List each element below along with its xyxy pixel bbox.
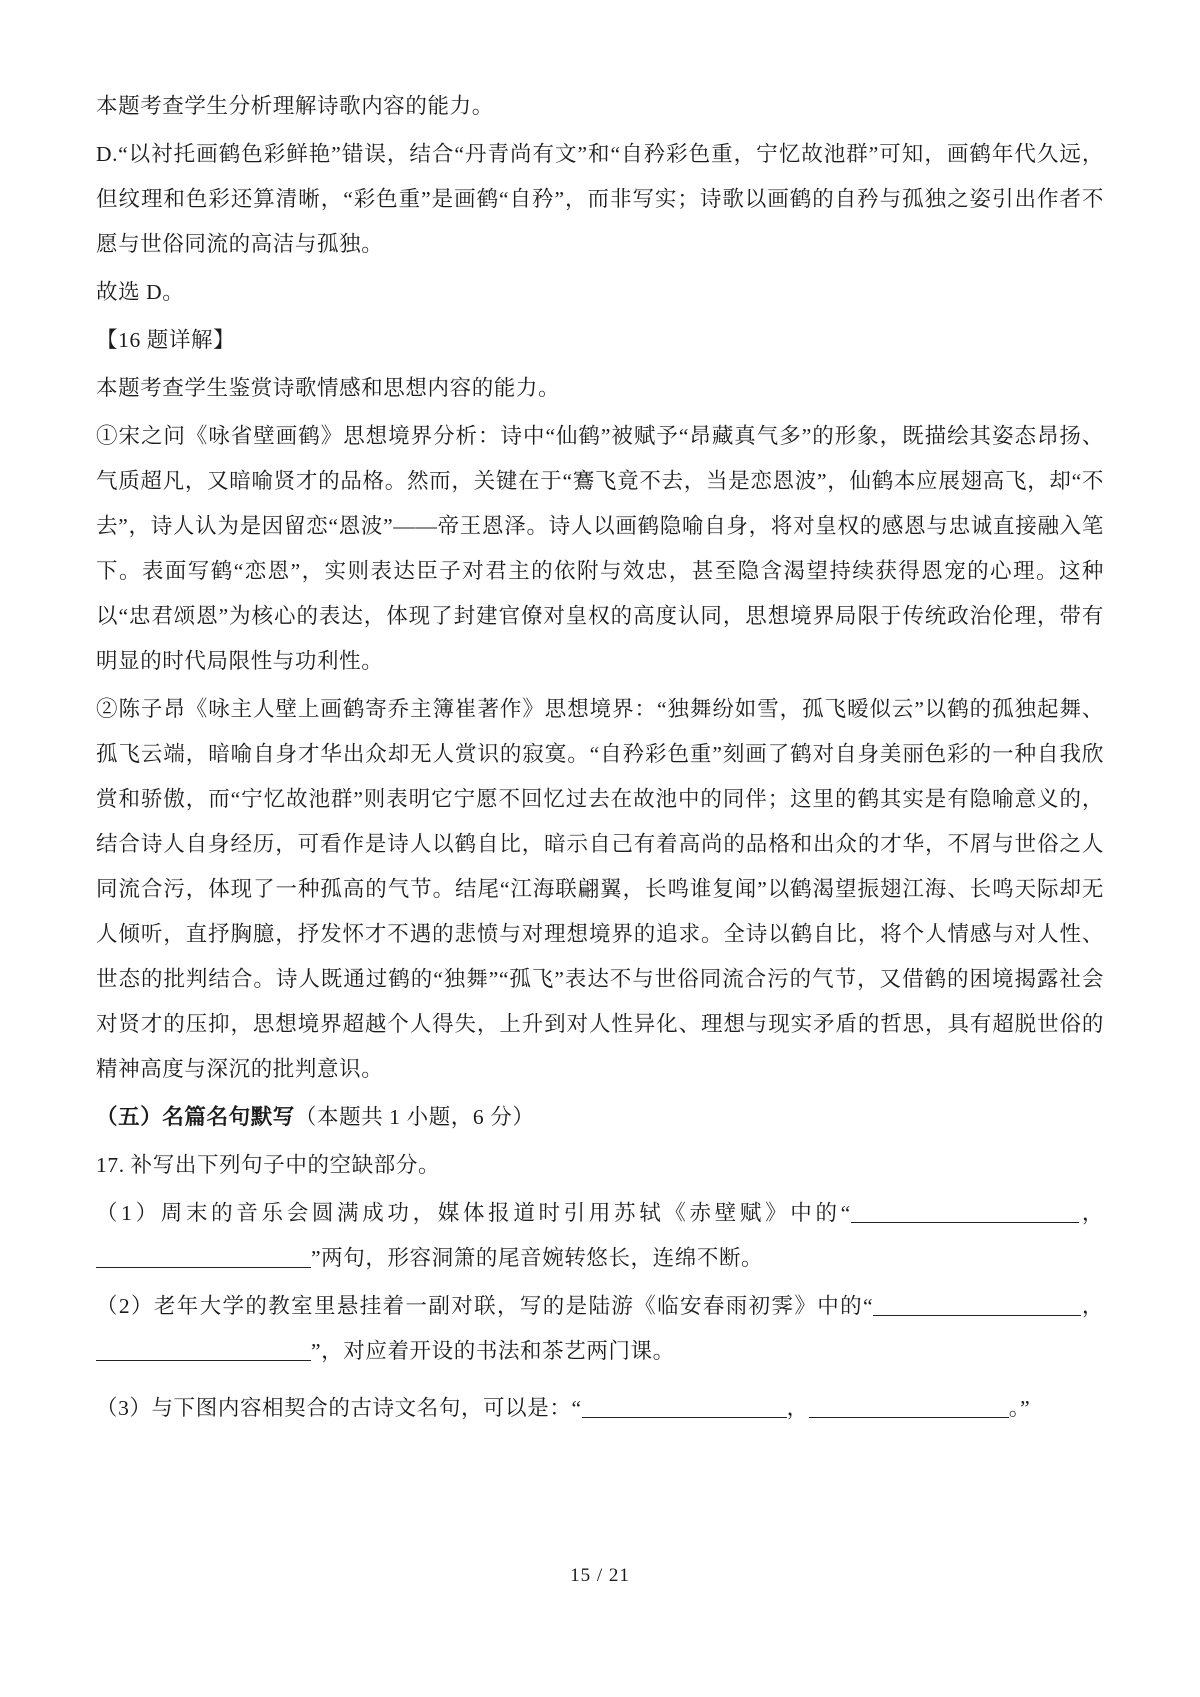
section-5-heading <box>96 1095 1104 1140</box>
option-d-analysis <box>96 132 1104 267</box>
text-run: 本题考查学生分析理解诗歌内容的能力。 <box>96 94 494 118</box>
text-run: ”两句，形容洞箫的尾音婉转悠长，连绵不断。 <box>311 1246 764 1270</box>
text-run: 。” <box>1008 1396 1031 1420</box>
question-16-heading <box>96 318 1104 363</box>
text-run: 17. 补写出下列句子中的空缺部分。 <box>96 1153 441 1177</box>
document-body <box>96 84 1104 1434</box>
question-17-item-2 <box>96 1284 1104 1374</box>
text-run: ， <box>1081 1294 1104 1318</box>
text-run: ， <box>1078 1201 1104 1225</box>
text-run: （1）周末的音乐会圆满成功，媒体报道时引用苏轼《赤壁赋》中的“ <box>96 1201 851 1225</box>
text-run: （五）名篇名句默写 <box>96 1105 295 1129</box>
text-run: 故选 D。 <box>96 280 185 304</box>
question-17-item-3 <box>96 1386 1104 1431</box>
page-number: 15 / 21 <box>570 1565 630 1586</box>
answer-blank <box>851 1200 1079 1223</box>
answer-blank <box>873 1293 1081 1316</box>
text-run: ②陈子昂《咏主人壁上画鹤寄乔主簿崔著作》思想境界：“独舞纷如雪，孤飞暧似云”以鹤的孤独起舞、孤飞云端，暗喻自身才华出众却无人赏识的寂寞。“自矜彩色重”刻画了鹤对自身美丽色彩的一种自我欣赏和骄傲，而“宁忆故池群”则表明它宁愿不回忆过去在故池中的同伴；这里的鹤其实是有隐喻意义的，结合诗人自身经历，可看作是诗人以鹤自比，暗示自己有着高尚的品格和出众的才华，不屑与世俗之人同流合污，体现了一种孤高的气节。结尾“江海联翩翼，长鸣谁复闻”以鹤渴望振翅江海、长鸣天际却无人倾听，直抒胸臆，抒发怀才不遇的悲愤与对理想境界的追求。全诗以鹤自比，将个人情感与对人性、世态的批判结合。诗人既通过鹤的“独舞”“孤飞”表达不与世俗同流合污的气节，又借鹤的困境揭露社会对贤才的压抑，思想境界超越个人得失，上升到对人性异化、理想与现实矛盾的哲思，具有超脱世俗的精神高度与深沉的批判意识。 <box>96 697 1104 1081</box>
text-run: 【16 题详解】 <box>96 328 236 352</box>
skill-statement-q15 <box>96 84 1104 129</box>
text-run: （2）老年大学的教室里悬挂着一副对联，写的是陆游《临安春雨初霁》中的“ <box>96 1294 874 1318</box>
text-run: ”，对应着开设的书法和茶艺两门课。 <box>311 1339 675 1363</box>
question-17-stem <box>96 1143 1104 1188</box>
analysis-point-2 <box>96 687 1104 1092</box>
answer-choice <box>96 270 1104 315</box>
skill-statement-q16 <box>96 366 1104 411</box>
text-run: （本题共 1 小题，6 分） <box>294 1105 535 1129</box>
answer-blank <box>96 1338 311 1361</box>
answer-blank <box>809 1395 1009 1418</box>
question-17-item-1 <box>96 1191 1104 1281</box>
analysis-point-1 <box>96 414 1104 684</box>
answer-blank <box>582 1395 787 1418</box>
text-run: ①宋之问《咏省壁画鹤》思想境界分析：诗中“仙鹤”被赋予“昂藏真气多”的形象，既描绘其姿态昂扬、气质超凡，又暗喻贤才的品格。然而，关键在于“鶱飞竟不去，当是恋恩波”，仙鹤本应展翅高飞，却“不去”，诗人认为是因留恋“恩波”——帝王恩泽。诗人以画鹤隐喻自身，将对皇权的感恩与忠诚直接融入笔下。表面写鹤“恋恩”，实则表达臣子对君主的依附与效忠，甚至隐含渴望持续获得恩宠的心理。这种以“忠君颂恩”为核心的表达，体现了封建官僚对皇权的高度认同，思想境界局限于传统政治伦理，带有明显的时代局限性与功利性。 <box>96 424 1105 673</box>
answer-blank <box>96 1245 311 1268</box>
text-run: 本题考查学生鉴赏诗歌情感和思想内容的能力。 <box>96 376 561 400</box>
text-run: D.“以衬托画鹤色彩鲜艳”错误，结合“丹青尚有文”和“自矜彩色重，宁忆故池群”可知，画鹤年代久远，但纹理和色彩还算清晰，“彩色重”是画鹤“自矜”，而非写实；诗歌以画鹤的自矜与孤独之姿引出作者不愿与世俗同流的高洁与孤独。 <box>96 142 1104 256</box>
text-run: ， <box>786 1396 809 1420</box>
page-footer <box>0 1565 1200 1587</box>
text-run: （3）与下图内容相契合的古诗文名句，可以是：“ <box>96 1396 582 1420</box>
